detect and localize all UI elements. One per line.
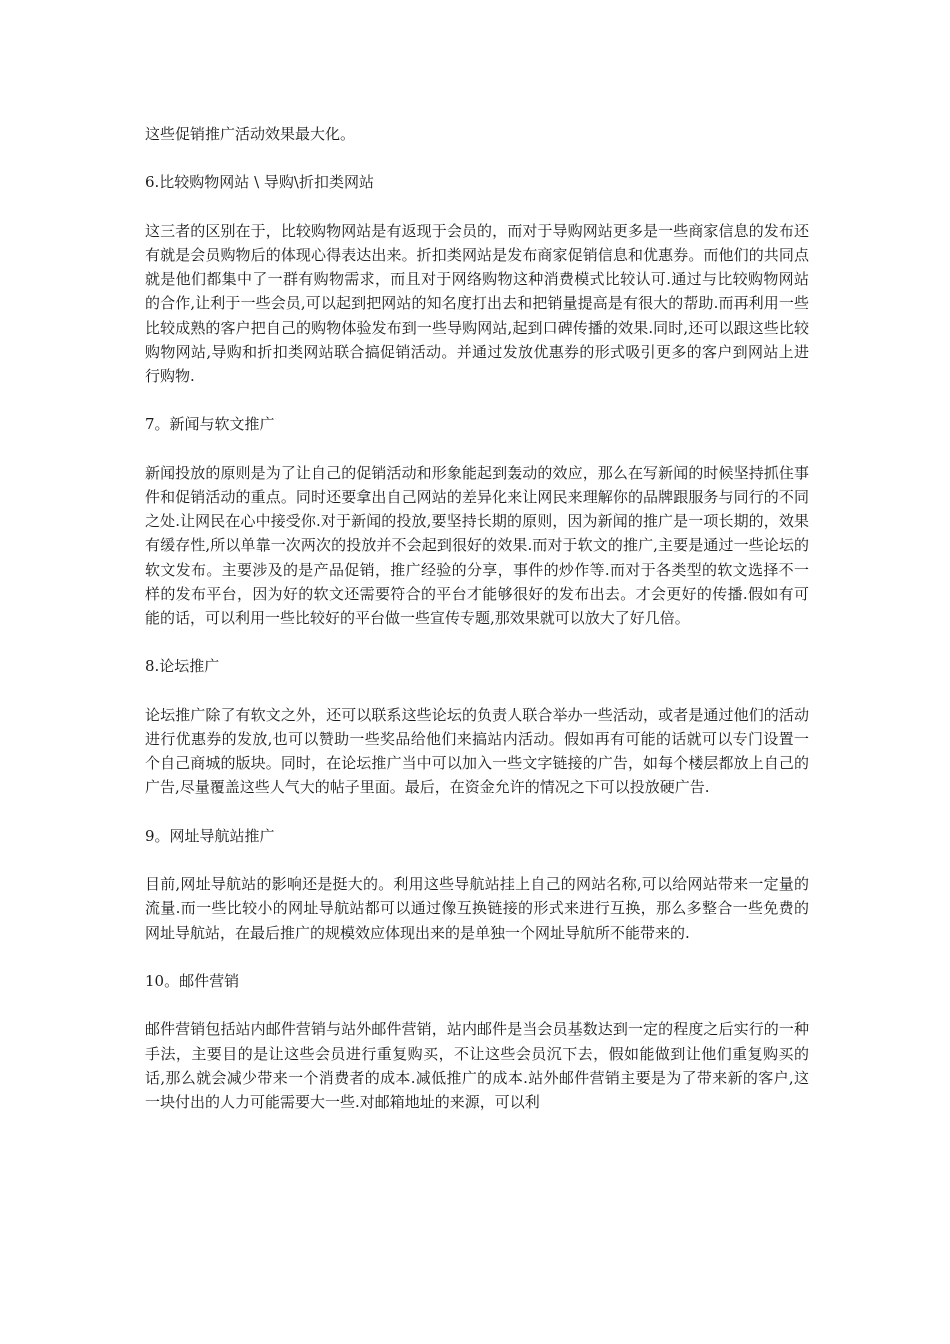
paragraph-section-7: 新闻投放的原则是为了让自己的促销活动和形象能起到轰动的效应，那么在写新闻的时候坚持抓住事件和促销活动的重点。同时还要拿出自己网站的差异化来让网民来理解你的品牌跟服务与同行的不同之处.让网民在心中接受你.对于新闻的投放,要坚持长期的原则，因为新闻的推广是一项长期的，效果有缓存性,所以单靠一次两次的投放并不会起到很好的效果.而对于软文的推广,主要是通过一些论坛的软文发布。主要涉及的是产品促销，推广经验的分享，事件的炒作等.而对于各类型的软文选择不一样的发布平台，因为好的软文还需要符合的平台才能够很好的发布出去。才会更好的传播.假如有可能的话，可以利用一些比较好的平台做一些宣传专题,那效果就可以放大了好几倍。 bbox=[145, 463, 809, 627]
section-heading-8: 8.论坛推广 bbox=[145, 657, 220, 676]
paragraph-section-10: 邮件营销包括站内邮件营销与站外邮件营销，站内邮件是当会员基数达到一定的程度之后实行的一种手法，主要目的是让这些会员进行重复购买，不让这些会员沉下去，假如能做到让他们重复购买的话,那么就会减少带来一个消费者的成本.减低推广的成本.站外邮件营销主要是为了带来新的客户,这一块付出的人力可能需要大一些.对邮箱地址的来源，可以利 bbox=[145, 1020, 809, 1111]
section-heading-6: 6.比较购物网站 \ 导购\折扣类网站 bbox=[145, 173, 374, 192]
section-heading-9: 9。网址导航站推广 bbox=[145, 826, 275, 845]
section-heading-7: 7。新闻与软文推广 bbox=[145, 415, 275, 434]
paragraph-section-6: 这三者的区别在于，比较购物网站是有返现于会员的，而对于导购网站更多是一些商家信息的发布还有就是会员购物后的体现心得表达出来。折扣类网站是发布商家促销信息和优惠券。而他们的共同点就是他们都集中了一群有购物需求，而且对于网络购物这种消费模式比较认可.通过与比较购物网站的合作,让利于一些会员,可以起到把网站的知名度打出去和把销量提高是有很大的帮助.而再利用一些比较成熟的客户把自己的购物体验发布到一些导购网站,起到口碑传播的效果.同时,还可以跟这些比较购物网站,导购和折扣类网站联合搞促销活动。并通过发放优惠券的形式吸引更多的客户到网站上进行购物. bbox=[145, 221, 809, 385]
paragraph-section-9: 目前,网址导航站的影响还是挺大的。利用这些导航站挂上自己的网站名称,可以给网站带来一定量的流量.而一些比较小的网址导航站都可以通过像互换链接的形式来进行互换，那么多整合一些免费的网址导航站，在最后推广的规模效应体现出来的是单独一个网址导航所不能带来的. bbox=[145, 875, 809, 942]
paragraph-intro-tail: 这些促销推广活动效果最大化。 bbox=[145, 125, 356, 143]
section-heading-10: 10。邮件营销 bbox=[145, 971, 240, 990]
document-body bbox=[145, 122, 809, 1138]
paragraph-section-8: 论坛推广除了有软文之外，还可以联系这些论坛的负责人联合举办一些活动，或者是通过他们的活动进行优惠券的发放,也可以赞助一些奖品给他们来搞站内活动。假如再有可能的话就可以专门设置一个自己商城的版块。同时，在论坛推广当中可以加入一些文字链接的广告，如每个楼层都放上自己的广告,尽量覆盖这些人气大的帖子里面。最后，在资金允许的情况之下可以投放硬广告. bbox=[145, 705, 809, 797]
